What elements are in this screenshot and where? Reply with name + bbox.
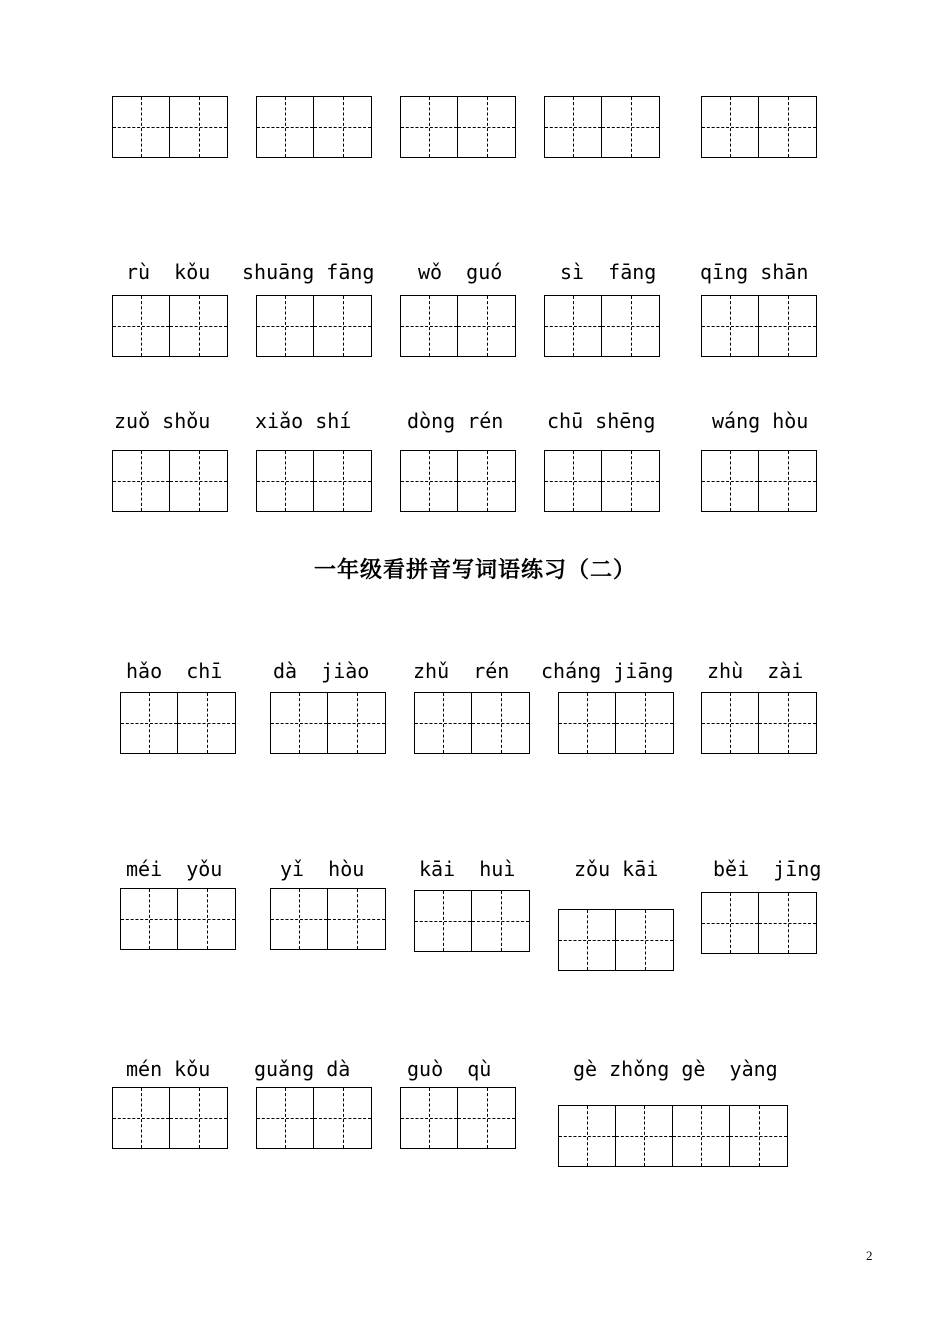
pinyin-label: chū shēng bbox=[547, 409, 656, 433]
pinyin-label: gè zhǒng gè yàng bbox=[573, 1057, 778, 1081]
char-grid[interactable] bbox=[544, 96, 660, 158]
char-grid-four[interactable] bbox=[558, 1105, 788, 1167]
char-grid[interactable] bbox=[701, 96, 817, 158]
pinyin-label: běi jīng bbox=[713, 857, 822, 881]
pinyin-label: zǒu kāi bbox=[574, 857, 659, 881]
char-grid[interactable] bbox=[120, 888, 236, 950]
char-grid[interactable] bbox=[120, 692, 236, 754]
pinyin-label: méi yǒu bbox=[126, 857, 223, 881]
char-grid[interactable] bbox=[701, 295, 817, 357]
char-grid[interactable] bbox=[544, 295, 660, 357]
char-grid[interactable] bbox=[270, 692, 386, 754]
pinyin-label: dòng rén bbox=[407, 409, 504, 433]
char-grid[interactable] bbox=[256, 295, 372, 357]
pinyin-label: wáng hòu bbox=[712, 409, 809, 433]
char-grid[interactable] bbox=[400, 450, 516, 512]
pinyin-label: hǎo chī bbox=[126, 659, 223, 683]
char-grid[interactable] bbox=[112, 96, 228, 158]
char-grid[interactable] bbox=[558, 692, 674, 754]
char-grid[interactable] bbox=[701, 892, 817, 954]
page-title: 一年级看拼音写词语练习（二） bbox=[313, 558, 636, 583]
pinyin-label: guǎng dà bbox=[254, 1057, 351, 1081]
char-grid[interactable] bbox=[400, 295, 516, 357]
char-grid[interactable] bbox=[256, 450, 372, 512]
pinyin-label: mén kǒu bbox=[126, 1057, 211, 1081]
pinyin-label: dà jiào bbox=[273, 659, 370, 683]
pinyin-label: shuāng fāng bbox=[242, 260, 375, 284]
char-grid[interactable] bbox=[112, 450, 228, 512]
pinyin-label: guò qù bbox=[407, 1057, 492, 1081]
pinyin-label: cháng jiāng bbox=[541, 659, 674, 683]
char-grid[interactable] bbox=[400, 1087, 516, 1149]
pinyin-label: xiǎo shí bbox=[255, 409, 352, 433]
char-grid[interactable] bbox=[558, 909, 674, 971]
pinyin-label: rù kǒu bbox=[126, 260, 211, 284]
char-grid[interactable] bbox=[544, 450, 660, 512]
pinyin-label: zhǔ rén bbox=[413, 659, 510, 683]
char-grid[interactable] bbox=[270, 888, 386, 950]
char-grid[interactable] bbox=[414, 890, 530, 952]
char-grid[interactable] bbox=[112, 1087, 228, 1149]
char-grid[interactable] bbox=[256, 96, 372, 158]
char-grid[interactable] bbox=[400, 96, 516, 158]
char-grid[interactable] bbox=[701, 692, 817, 754]
pinyin-label: qīng shān bbox=[700, 260, 809, 284]
char-grid[interactable] bbox=[701, 450, 817, 512]
page-number: 2 bbox=[866, 1248, 873, 1263]
pinyin-label: kāi huì bbox=[419, 857, 516, 881]
pinyin-label: yǐ hòu bbox=[280, 857, 365, 881]
pinyin-label: wǒ guó bbox=[418, 260, 503, 284]
pinyin-label: zhù zài bbox=[707, 659, 804, 683]
char-grid[interactable] bbox=[112, 295, 228, 357]
pinyin-label: zuǒ shǒu bbox=[114, 409, 211, 433]
pinyin-label: sì fāng bbox=[560, 260, 657, 284]
char-grid[interactable] bbox=[414, 692, 530, 754]
char-grid[interactable] bbox=[256, 1087, 372, 1149]
